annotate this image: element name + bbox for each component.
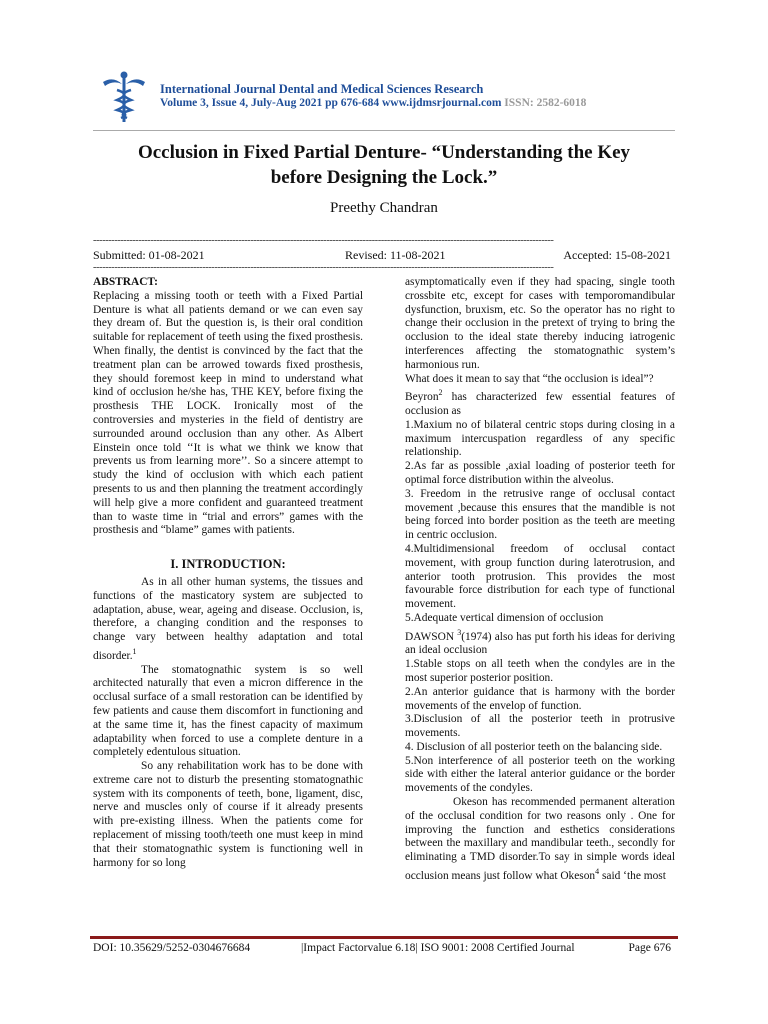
dashed-divider-top: -------------------------------------------------------------------------------------------------------------------------------------------------------- xyxy=(93,236,554,246)
okeson-tail: said ‘the most xyxy=(599,869,666,882)
dawson-item-2: 2.An anterior guidance that is harmony with the border movements of the envelop of function. xyxy=(405,685,675,712)
doi[interactable]: DOI: 10.35629/5252-0304676684 xyxy=(93,942,251,954)
journal-url[interactable]: www.ijdmsrjournal.com xyxy=(381,97,502,109)
dawson-name: DAWSON xyxy=(405,630,458,643)
caduceus-logo-icon xyxy=(95,68,153,126)
ideal-question: What does it mean to say that “the occlusion is ideal”? xyxy=(405,372,654,385)
dawson-intro xyxy=(405,626,675,658)
footer-divider xyxy=(90,936,678,939)
journal-header xyxy=(95,68,695,118)
dawson-item-3: 3.Disclusion of all the posterior teeth in protrusive movements. xyxy=(405,713,675,740)
dawson-text: (1974) also has put forth his ideas for deriving an ideal occlusion xyxy=(405,630,675,657)
left-column xyxy=(93,276,363,870)
intro-paragraph-1 xyxy=(93,576,363,664)
intro-p1-text: As in all other human systems, the tissues and functions of the masticatory system are subjected to adaptation, abuse, wear, ageing and disease. Occlusion, is, therefore, a changing condition and the responses to change vary between healthy adaptation and total disorder. xyxy=(93,575,363,662)
ref-2: 2 xyxy=(438,388,443,398)
okeson-text: Okeson has recommended permanent alteration of the occlusal condition for two reasons only . One for improving the function and esthetics considerations between the maxillary and mandibular teeth., secondly for eliminating a TMD disorder.To say in simple words ideal occlusion means just follow what Okeson xyxy=(405,796,675,882)
abstract-text: Replacing a missing tooth or teeth with a Fixed Partial Denture is what all patients demand or we can even say they dream of. But the question is, is their oral condition suitable for replacement of teeth using the fixed prosthesis. When finally, the dentist is convinced by the fact that the treatment plan can be arrowed towards fixed prosthesis, they should foremost keep in mind to understand what kind of occlusion he/she has, THE KEY, before fixing the prosthesis THE LOCK. Ironically most of the controversies and mysteries in the field of dentistry are surrounded around occlusion than any other. As Albert Einstein once told ‘‘It is what we think we know that prevents us from learning more’’. So a sincere attempt to study the kind of occlusion with which each patient presents to us and then planning the treatment accordingly will help give a more confident and guaranteed treatment than to waste time in “trial and errors” games with the prosthesis and “blame” games with patients. xyxy=(93,289,363,537)
beyron-item-5: 5.Adequate vertical dimension of occlusion xyxy=(405,611,604,624)
title-line-2: before Designing the Lock.” xyxy=(270,167,498,188)
author-name: Preethy Chandran xyxy=(330,200,438,216)
journal-name: International Journal Dental and Medical Sciences Research xyxy=(160,82,484,96)
journal-issn: ISSN: 2582-6018 xyxy=(504,97,587,109)
intro-paragraph-3: So any rehabilitation work has to be done with extreme care not to disturb the presenting stomatognathic system with its components of teeth, bone, ligament, disc, nerve and muscles only of course if it already presents with pre-existing illness. When the patients come for replacement of missing tooth/teeth one must keep in mind that their stomatognathic system is functioning well in harmony for so long xyxy=(93,760,363,869)
impact-factor: |Impact Factorvalue 6.18| ISO 9001: 2008 Certified Journal xyxy=(301,942,575,954)
beyron-item-2: 2.As far as possible ,axial loading of posterior teeth for optimal force distribution within the alveolus. xyxy=(405,460,675,486)
dawson-item-1: 1.Stable stops on all teeth when the condyles are in the most superior posterior position. xyxy=(405,658,675,684)
dashed-divider-bottom: -------------------------------------------------------------------------------------------------------------------------------------------------------- xyxy=(93,263,554,273)
beyron-item-3: 3. Freedom in the retrusive range of occlusal contact movement ,because this ensures that the mandible is not being forced into border position as the teeth are meeting in centric occlusion. xyxy=(405,487,675,542)
beyron-intro xyxy=(405,386,675,418)
paper-title xyxy=(93,140,675,190)
ref-4: 4 xyxy=(595,867,600,877)
submitted-date: Submitted: 01-08-2021 xyxy=(93,248,205,262)
abstract-heading: ABSTRACT: xyxy=(93,276,158,288)
beyron-text: has characterized few essential features of occlusion as xyxy=(405,391,675,417)
introduction-heading: I. INTRODUCTION: xyxy=(170,557,286,572)
ref-3: 3 xyxy=(457,627,462,637)
header-divider xyxy=(93,130,675,131)
beyron-item-4: 4.Multidimensional freedom of occlusal contact movement, with group function during laterotrusion, and anterior tooth protrusion. This provides the most favourable force distribution for each type of functional movement. xyxy=(405,542,675,611)
beyron-item-1: 1.Maxium no of bilateral centric stops during closing in a maximum intercuspation regardless of any specific relationship. xyxy=(405,418,675,459)
journal-volume-line xyxy=(160,97,586,109)
right-column xyxy=(405,276,675,884)
ref-1: 1 xyxy=(132,646,137,656)
right-paragraph-1: asymptomatically even if they had spacing, single tooth crossbite etc, except for cases with temporomandibular dysfunction, bruxism, etc. So the operator has no right to change their occlusion in the pretext of trying to bring the occlusion to the ideal state thereby inducing iatrogenic interferences affecting the stomatognathic system’s harmonious run. xyxy=(405,276,675,371)
page-number: Page 676 xyxy=(628,942,671,954)
intro-paragraph-2: The stomatognathic system is so well architected naturally that even a micron difference in the occlusal surface of a small restoration can be identified by few patients and cause them discomfort in functioning and at the same time it, has the finest capacity of maximum adaptability when forced to use a complete denture in a completely edentulous situation. xyxy=(93,663,363,759)
dawson-item-4: 4. Disclusion of all posterior teeth on the balancing side. xyxy=(405,740,663,753)
beyron-name: Beyron xyxy=(405,391,439,404)
accepted-date: Accepted: 15-08-2021 xyxy=(563,248,671,262)
title-line-1: Occlusion in Fixed Partial Denture- “Understanding the Key xyxy=(137,142,631,163)
dawson-item-5: 5.Non interference of all posterior teeth on the working side with either the lateral anterior guidance or the border movements of the condyles. xyxy=(405,754,675,795)
okeson-paragraph xyxy=(405,796,675,884)
volume-text: Volume 3, Issue 4, July-Aug 2021 pp 676-684 xyxy=(160,97,380,109)
revised-date: Revised: 11-08-2021 xyxy=(345,248,446,262)
